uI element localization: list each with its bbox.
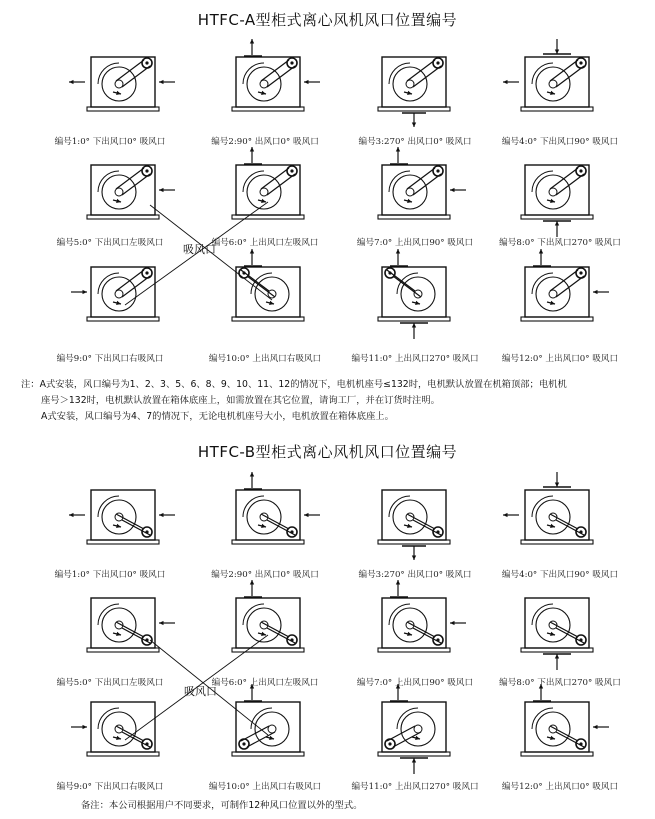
section-a-fan-12 [521,249,609,321]
section-a-caption-9: 编号9:0° 下出风口右吸风口 [56,354,164,364]
section-b-caption-11: 编号11:0° 上出风口270° 吸风口 [351,782,479,792]
section-b-caption-10: 编号10:0° 上出风口右吸风口 [208,782,322,792]
section-b-caption-8: 编号8:0° 下出风口270° 吸风口 [499,678,621,688]
section-b-caption-9: 编号9:0° 下出风口右吸风口 [56,782,164,792]
section-b-fan-11 [378,684,450,774]
section-a-caption-1: 编号1:0° 下出风口0° 吸风口 [54,137,166,147]
section-b-caption-5: 编号5:0° 下出风口左吸风口 [56,678,164,688]
section-a-caption-11: 编号11:0° 上出风口270° 吸风口 [351,354,479,364]
section-b-fan-3 [378,490,450,560]
section-a-fan-9 [71,267,159,321]
section-b-fan-6 [232,580,304,652]
section-b-fan-9 [71,702,159,756]
section-b-caption-12: 编号12:0° 上出风口0° 吸风口 [501,782,619,792]
section-b-note: 备注：本公司根据用户不同要求，可制作12种风口位置以外的型式。 [81,800,363,811]
section-a-caption-12: 编号12:0° 上出风口0° 吸风口 [501,354,619,364]
section-a-title: HTFC-A型柜式离心风机风口位置编号 [197,11,458,29]
section-a-note-line-3: A式安装，风口编号为4、7的情况下，无论电机机座号大小，电机放置在箱体底座上。 [41,411,394,422]
section-a-caption-6: 编号6:0° 上出风口左吸风口 [211,238,319,248]
section-a-note-line-2: 座号＞132时，电机默认放置在箱体底座上，如需放置在其它位置，请询工厂，并在订货时注明。 [41,395,440,406]
section-b-caption-2: 编号2:90° 出风口0° 吸风口 [211,570,319,580]
section-b-fan-7 [378,580,466,652]
section-a-caption-3: 编号3:270° 出风口0° 吸风口 [358,137,472,147]
section-b-fan-5 [87,598,175,652]
section-a-fan-10 [232,249,304,321]
section-a-caption-10: 编号10:0° 上出风口右吸风口 [208,354,322,364]
section-a-caption-5: 编号5:0° 下出风口左吸风口 [56,238,164,248]
section-b-fan-10 [232,684,304,756]
section-a-fan-1 [69,57,175,111]
section-b-caption-4: 编号4:0° 下出风口90° 吸风口 [501,570,619,580]
section-b-caption-6: 编号6:0° 上出风口左吸风口 [211,678,319,688]
section-b-caption-1: 编号1:0° 下出风口0° 吸风口 [54,570,166,580]
section-a-fan-8 [521,165,593,237]
section-a-note-line-1: 注：A式安装，风口编号为1、2、3、5、6、8、9、10、11、12的情况下，电机机座号≤132时，电机默认放置在机箱顶部；电机机 [21,379,567,390]
section-a-fan-6 [232,147,304,219]
section-b-title: HTFC-B型柜式离心风机风口位置编号 [197,443,458,461]
section-a-fan-5 [87,165,175,219]
section-b-fan-12 [521,684,609,756]
section-b-fan-2 [232,472,320,544]
section-a-fan-11 [378,249,450,339]
section-b-suction-label: 吸风口 [184,685,217,698]
section-a-caption-7: 编号7:0° 上出风口90° 吸风口 [356,238,474,248]
section-b-caption-3: 编号3:270° 出风口0° 吸风口 [358,570,472,580]
section-a-caption-2: 编号2:90° 出风口0° 吸风口 [211,137,319,147]
section-a-caption-4: 编号4:0° 下出风口90° 吸风口 [501,137,619,147]
section-a-fan-3 [378,57,450,127]
section-b-fan-4 [503,472,593,544]
section-a-fan-7 [378,147,466,219]
section-b-fan-1 [69,490,175,544]
section-a-fan-4 [503,39,593,111]
section-a-suction-label: 吸风口 [183,243,216,256]
section-b-caption-7: 编号7:0° 上出风口90° 吸风口 [356,678,474,688]
section-a-fan-2 [232,39,320,111]
section-b-fan-8 [521,598,593,670]
section-a-caption-8: 编号8:0° 下出风口270° 吸风口 [499,238,621,248]
